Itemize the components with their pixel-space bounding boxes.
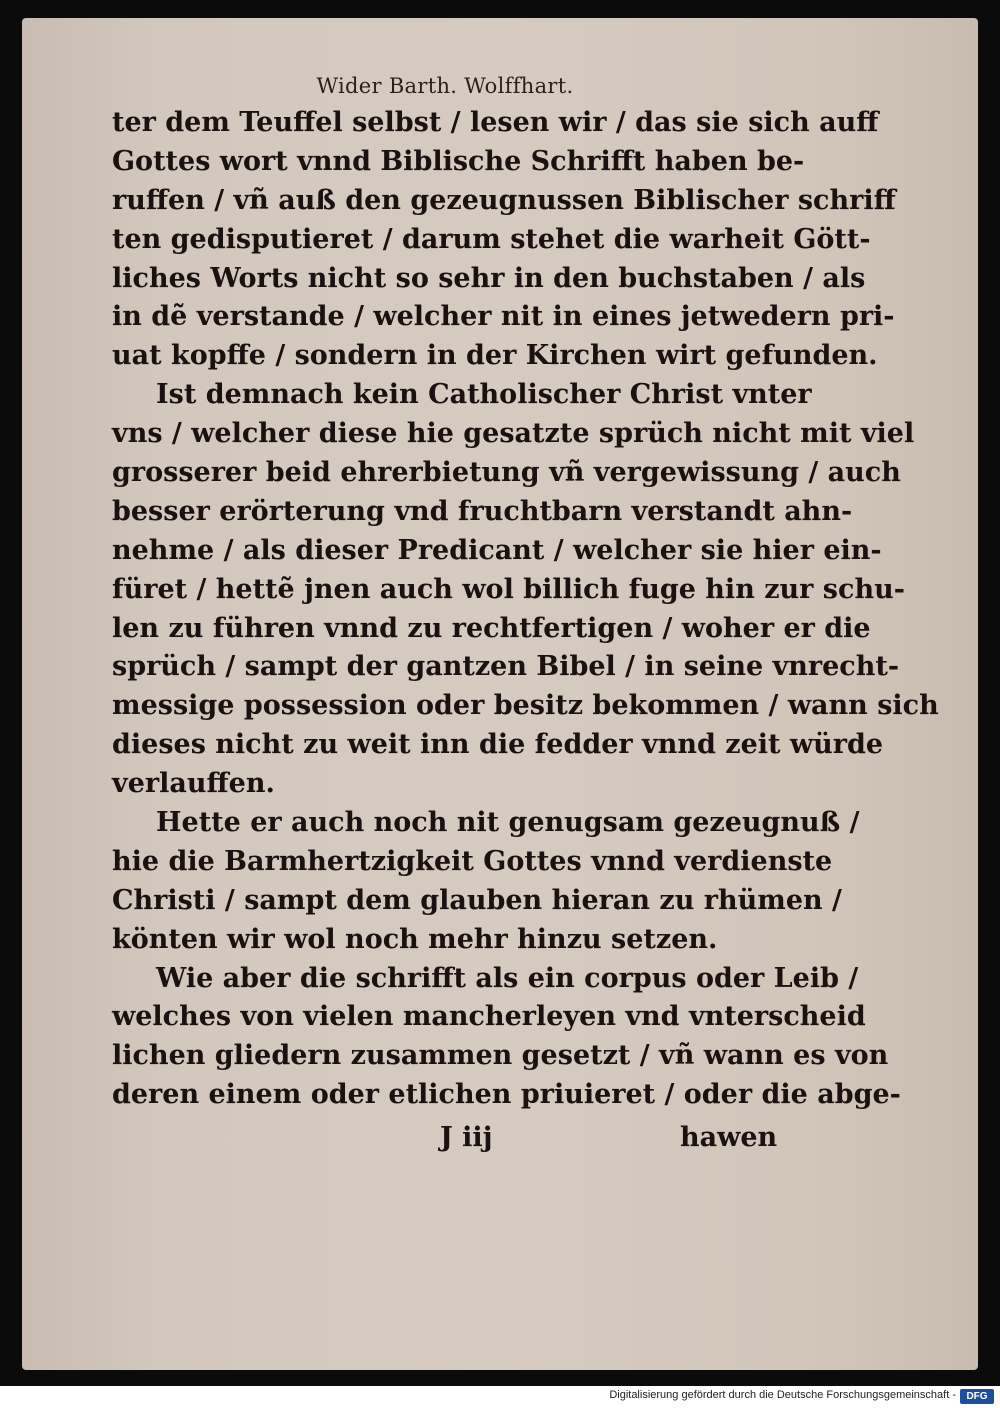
text-line: welches von vielen mancherleyen vnd vnterscheid [112, 1001, 866, 1033]
text-line: messige possession oder besitz bekommen / wann sich [112, 690, 939, 722]
paragraph-first-line: Hette er auch noch nit genugsam gezeugnuß / [156, 807, 860, 839]
text-line: deren einem oder etlichen priuieret / oder die abge- [112, 1079, 901, 1111]
signature-mark: J iij [440, 1122, 493, 1153]
text-line: dieses nicht zu weit inn die fedder vnnd zeit würde [112, 729, 884, 761]
footer-bar [0, 1386, 1000, 1408]
text-line: hie die Barmhertzigkeit Gottes vnnd verdienste [112, 845, 833, 877]
catchword: hawen [680, 1122, 778, 1153]
dfg-logo: DFG [960, 1389, 994, 1404]
funding-credit: Digitalisierung gefördert durch die Deutsche Forschungsgemeinschaft - [609, 1389, 956, 1401]
text-line: uat kopffe / sondern in der Kirchen wirt gefunden. [112, 340, 878, 372]
text-line: ten gedisputieret / darum stehet die warheit Gött- [112, 223, 871, 255]
text-line: len zu führen vnnd zu rechtfertigen / woher er die [112, 612, 871, 644]
paragraph-first-line: Wie aber die schrifft als ein corpus oder Leib / [156, 962, 859, 994]
text-line: verlauffen. [112, 768, 275, 800]
text-line: liches Worts nicht so sehr in den buchstaben / als [112, 262, 866, 294]
text-line: vns / welcher diese hie gesatzte sprüch nicht mit viel [112, 418, 915, 450]
text-line: besser erörterung vnd fruchtbarn verstandt ahn- [112, 495, 853, 527]
text-line: ruffen / vñ auß den gezeugnussen Biblischer schriff [112, 184, 896, 216]
text-line: Gottes wort vnnd Biblische Schrifft haben be- [112, 145, 805, 177]
text-line: grosserer beid ehrerbietung vñ vergewissung / auch [112, 457, 901, 489]
text-line: sprüch / sampt der gantzen Bibel / in seine vnrecht- [112, 651, 900, 683]
running-head: Wider Barth. Wolffhart. [316, 74, 574, 98]
text-line: nehme / als dieser Predicant / welcher sie hier ein- [112, 534, 882, 566]
body-text [112, 104, 939, 1115]
text-line: in dẽ verstande / welcher nit in eines jetwedern pri- [112, 301, 895, 333]
text-line: füret / hettẽ jnen auch wol billich fuge hin zur schu- [112, 573, 905, 605]
text-line: könten wir wol noch mehr hinzu setzen. [112, 923, 718, 955]
paragraph-first-line: Ist demnach kein Catholischer Christ vnter [156, 379, 812, 411]
text-line: ter dem Teuffel selbst / lesen wir / das sie sich auff [112, 107, 879, 138]
text-line: Christi / sampt dem glauben hieran zu rhümen / [112, 884, 842, 916]
text-line: lichen gliedern zusammen gesetzt / vñ wann es von [112, 1040, 889, 1072]
